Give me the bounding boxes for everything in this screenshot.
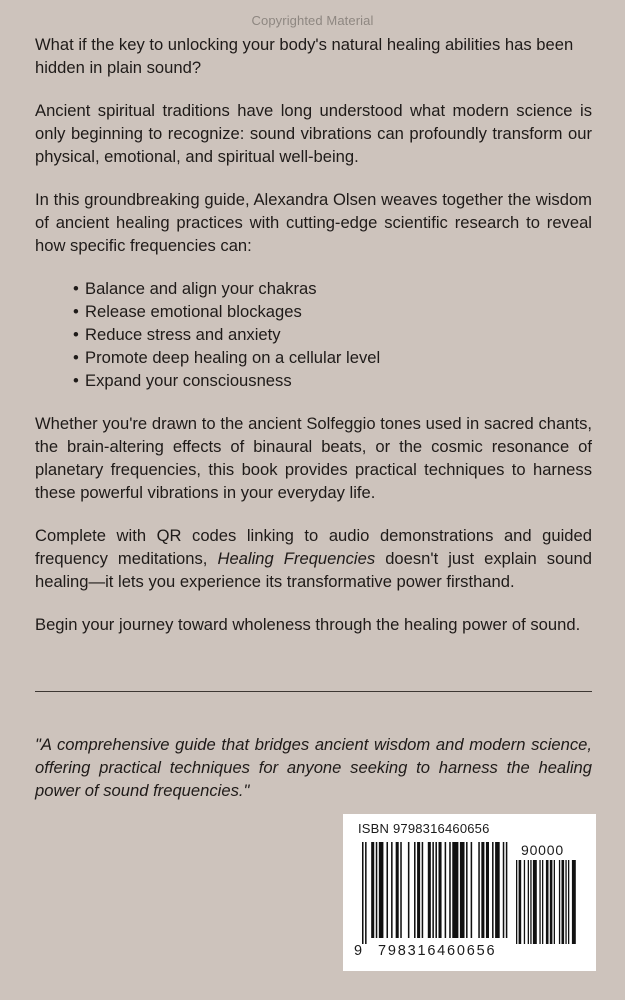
barcode-bar	[396, 842, 399, 938]
barcode-bar	[439, 842, 442, 938]
bullet-icon: •	[73, 348, 79, 367]
barcode-bar	[365, 842, 367, 944]
price-code-label: 90000	[521, 842, 564, 858]
barcode-bar	[414, 842, 416, 938]
barcode-bar	[386, 842, 388, 938]
barcode-bar	[460, 842, 465, 938]
list-item: • Balance and align your chakras	[73, 279, 317, 298]
solfeggio-paragraph: Whether you're drawn to the ancient Solfeggio tones used in sacred chants, the brain-altering effects of binaural beats, or the cosmic resonance of planetary frequencies, this book provides practical techniques to harness these powerful vibrations in your everyday life.	[35, 414, 592, 502]
barcode-bar	[435, 842, 437, 938]
barcode-bar	[391, 842, 393, 938]
barcode-bar	[379, 842, 384, 938]
bullet-icon: •	[73, 325, 79, 344]
barcode-bar	[471, 842, 473, 938]
barcode-bar	[554, 860, 555, 944]
list-item: • Release emotional blockages	[73, 302, 302, 321]
barcode-bar	[572, 860, 576, 944]
barcode-bar	[546, 860, 549, 944]
barcode-bar	[449, 842, 451, 938]
qr-codes-paragraph: Complete with QR codes linking to audio demonstrations and guided frequency meditations, Healing Frequencies doesn't just explain sound healing—it lets you experience its transformative power firsthand.	[35, 526, 592, 591]
price-addon-bars	[516, 860, 580, 944]
barcode-bar	[530, 860, 531, 944]
barcode-bar	[486, 842, 489, 938]
list-item: • Expand your consciousness	[73, 371, 292, 390]
barcode-bar	[400, 842, 402, 938]
barcode-bar	[516, 860, 517, 944]
barcode-bar	[539, 860, 540, 944]
barcode-bar	[466, 842, 468, 938]
barcode-bar	[519, 860, 522, 944]
barcode-bar	[562, 860, 565, 944]
traditions-paragraph: Ancient spiritual traditions have long understood what modern science is only beginning to recognize: sound vibrations can profoundly transform our physical, emotional, and spiritual well-being.	[35, 101, 592, 166]
barcode-bar	[362, 842, 364, 944]
barcode-bar	[422, 842, 424, 938]
barcode-bar	[452, 842, 458, 938]
barcode-bar	[542, 860, 543, 944]
barcode-bar	[568, 860, 569, 944]
section-divider	[35, 691, 592, 692]
book-title: Healing Frequencies	[217, 549, 376, 568]
endorsement-quote: "A comprehensive guide that bridges ancient wisdom and modern science, offering practical techniques for anyone seeking to harness the healing power of sound frequencies."	[35, 735, 592, 800]
closing-paragraph: Begin your journey toward wholeness through the healing power of sound.	[35, 615, 581, 634]
barcode-bar	[478, 842, 480, 938]
barcode-bar	[550, 860, 553, 944]
barcode-bar	[428, 842, 431, 938]
bullet-icon: •	[73, 279, 79, 298]
barcode-bar	[524, 860, 525, 944]
isbn-barcode	[343, 814, 596, 971]
barcode-bar	[565, 860, 566, 944]
barcode-bar	[492, 842, 494, 938]
barcode-bar	[481, 842, 484, 938]
bullet-icon: •	[73, 371, 79, 390]
bullet-icon: •	[73, 302, 79, 321]
guide-paragraph: In this groundbreaking guide, Alexandra Olsen weaves together the wisdom of ancient healing practices with cutting-edge scientific research to reveal how specific frequencies can:	[35, 190, 592, 255]
list-item: • Promote deep healing on a cellular level	[73, 348, 381, 367]
ean13-bars	[362, 842, 510, 944]
isbn-label: ISBN 9798316460656	[358, 821, 490, 836]
barcode-bar	[495, 842, 500, 938]
barcode-bar	[417, 842, 420, 938]
list-item: • Reduce stress and anxiety	[73, 325, 281, 344]
back-cover-description	[35, 33, 592, 656]
barcode-bar	[376, 842, 378, 938]
barcode-bar	[503, 842, 505, 938]
copyright-watermark-top: Copyrighted Material	[251, 13, 374, 28]
barcode-bar	[432, 842, 434, 938]
barcode-bar	[528, 860, 529, 944]
barcode-digits: 9 798316460656	[354, 943, 497, 959]
intro-paragraph: What if the key to unlocking your body's natural healing abilities has been hidden in plain sound?	[35, 35, 574, 77]
barcode-bar	[533, 860, 537, 944]
barcode-bar	[371, 842, 374, 938]
barcode-bar	[559, 860, 560, 944]
benefits-list	[73, 277, 592, 392]
barcode-bar	[445, 842, 447, 938]
barcode-bar	[506, 842, 508, 938]
barcode-bar	[408, 842, 410, 938]
